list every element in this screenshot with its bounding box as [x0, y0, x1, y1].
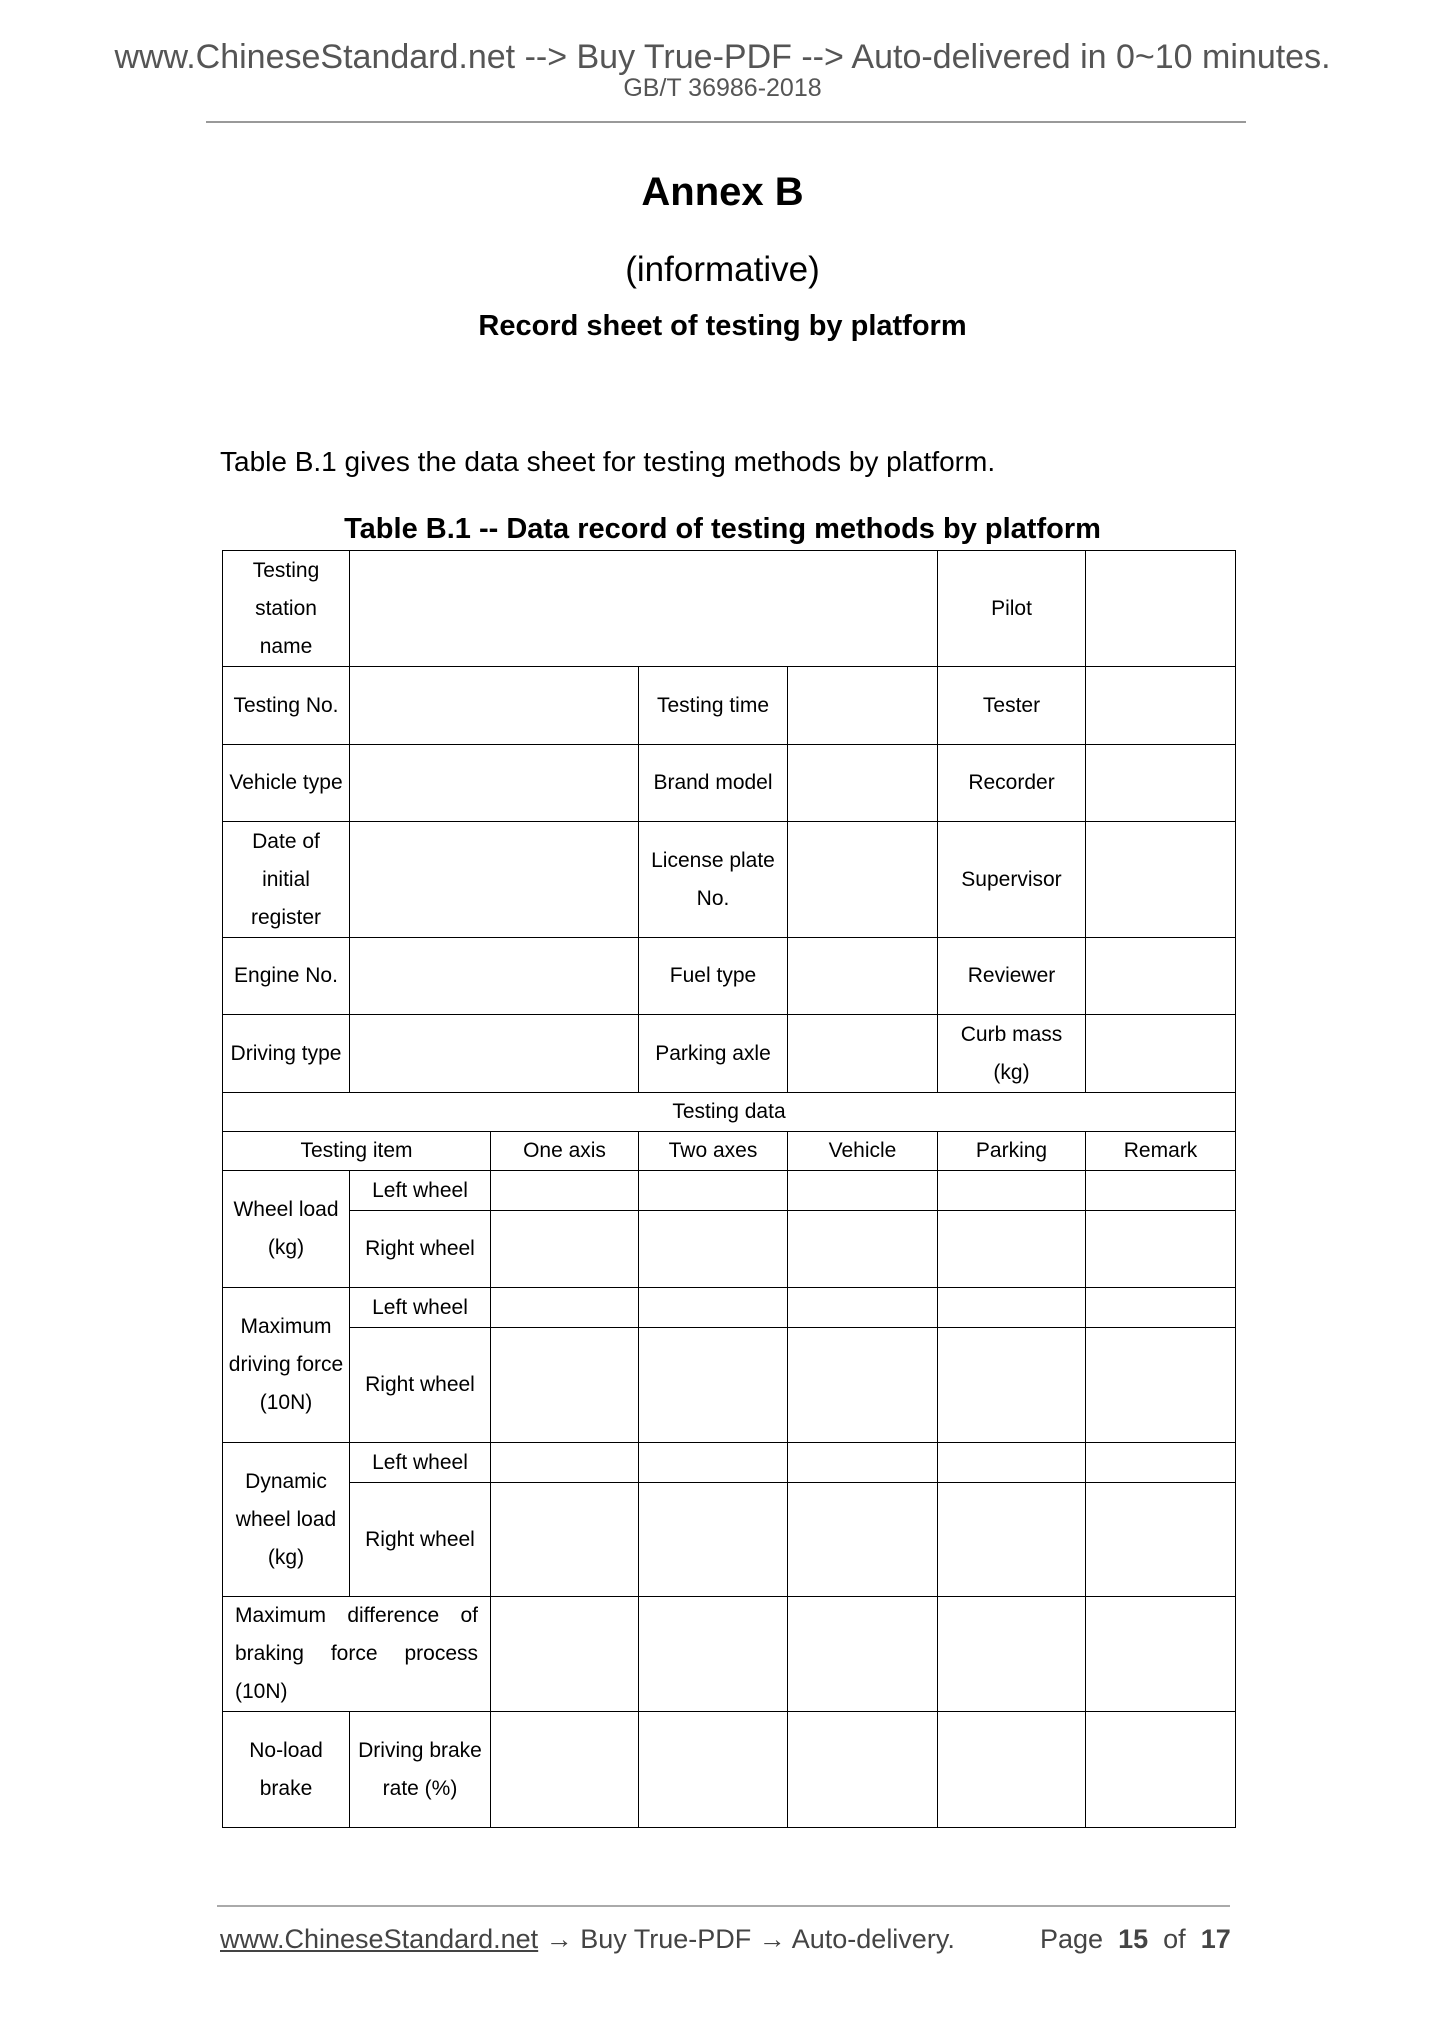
table-row [223, 938, 1236, 1015]
label-left-wheel: Left wheel [350, 1288, 491, 1328]
label-driving-brake-rate: Driving brake rate (%) [350, 1712, 491, 1828]
value-testing-time[interactable] [788, 667, 938, 745]
header-divider [206, 121, 1246, 123]
annex-subtitle: Record sheet of testing by platform [478, 310, 967, 342]
cell[interactable] [788, 1328, 938, 1443]
table-row [223, 1015, 1236, 1093]
label-no-load-brake: No-load brake [223, 1712, 350, 1828]
top-banner: www.ChineseStandard.net --> Buy True-PDF --> Auto-delivered in 0~10 minutes. [114, 38, 1331, 76]
table-row [223, 551, 1236, 667]
value-station[interactable] [350, 551, 938, 667]
label-right-wheel: Right wheel [350, 1328, 491, 1443]
column-header-row [223, 1132, 1236, 1171]
cell[interactable] [938, 1211, 1086, 1288]
cell[interactable] [788, 1712, 938, 1828]
intro-text: Table B.1 gives the data sheet for testing methods by platform. [220, 446, 996, 477]
label-tester: Tester [938, 667, 1086, 745]
cell[interactable] [938, 1171, 1086, 1211]
label-right-wheel: Right wheel [350, 1483, 491, 1597]
table-row [223, 1597, 1236, 1712]
label-supervisor: Supervisor [938, 822, 1086, 938]
page-indicator [1040, 1924, 1231, 1955]
value-curb-mass[interactable] [1086, 1015, 1236, 1093]
value-pilot[interactable] [1086, 551, 1236, 667]
cell[interactable] [491, 1288, 639, 1328]
table-row [223, 1171, 1236, 1211]
value-supervisor[interactable] [1086, 822, 1236, 938]
label-station: Testing station name [223, 551, 350, 667]
cell[interactable] [491, 1328, 639, 1443]
label-register-date: Date of initial register [223, 822, 350, 938]
cell[interactable] [491, 1171, 639, 1211]
value-reviewer[interactable] [1086, 938, 1236, 1015]
label-right-wheel: Right wheel [350, 1211, 491, 1288]
label-testing-time: Testing time [639, 667, 788, 745]
label-vehicle-type: Vehicle type [223, 745, 350, 822]
label-fuel-type: Fuel type [639, 938, 788, 1015]
cell[interactable] [788, 1483, 938, 1597]
label-pilot: Pilot [938, 551, 1086, 667]
value-fuel-type[interactable] [788, 938, 938, 1015]
value-brand-model[interactable] [788, 745, 938, 822]
label-plate: License plate No. [639, 822, 788, 938]
label-reviewer: Reviewer [938, 938, 1086, 1015]
col-testing-item: Testing item [223, 1132, 491, 1171]
value-recorder[interactable] [1086, 745, 1236, 822]
table-row [223, 667, 1236, 745]
label-wheel-load: Wheel load (kg) [223, 1171, 350, 1288]
cell[interactable] [788, 1443, 938, 1483]
value-engine-no[interactable] [350, 938, 639, 1015]
cell[interactable] [788, 1597, 938, 1712]
page-label: Page [1040, 1924, 1104, 1954]
cell[interactable] [639, 1597, 788, 1712]
value-driving-type[interactable] [350, 1015, 639, 1093]
cell[interactable] [1086, 1328, 1236, 1443]
col-remark: Remark [1086, 1132, 1236, 1171]
table-row [223, 1093, 1236, 1132]
table-row [223, 1288, 1236, 1328]
cell[interactable] [491, 1597, 639, 1712]
label-dynamic-wheel-load: Dynamic wheel load (kg) [223, 1443, 350, 1597]
cell[interactable] [938, 1288, 1086, 1328]
cell[interactable] [1086, 1483, 1236, 1597]
cell[interactable] [639, 1171, 788, 1211]
cell[interactable] [639, 1443, 788, 1483]
label-recorder: Recorder [938, 745, 1086, 822]
page-of: of [1163, 1924, 1186, 1954]
label-left-wheel: Left wheel [350, 1171, 491, 1211]
col-parking: Parking [938, 1132, 1086, 1171]
value-tester[interactable] [1086, 667, 1236, 745]
table-row [223, 1712, 1236, 1828]
table-row [223, 1211, 1236, 1288]
cell[interactable] [788, 1171, 938, 1211]
page-number: 15 [1118, 1924, 1149, 1954]
footer-divider [217, 1905, 1230, 1907]
cell[interactable] [788, 1211, 938, 1288]
footer-text: → Buy True-PDF → Auto-delivery. [538, 1924, 955, 1954]
footer-links [220, 1924, 955, 1955]
table-row [223, 1328, 1236, 1443]
label-parking-axle: Parking axle [639, 1015, 788, 1093]
cell[interactable] [639, 1483, 788, 1597]
cell[interactable] [938, 1597, 1086, 1712]
cell[interactable] [639, 1211, 788, 1288]
annex-title: Annex B [641, 170, 804, 214]
cell[interactable] [938, 1483, 1086, 1597]
cell[interactable] [639, 1328, 788, 1443]
cell[interactable] [491, 1712, 639, 1828]
annex-type: (informative) [625, 250, 820, 289]
cell[interactable] [938, 1443, 1086, 1483]
cell[interactable] [788, 1288, 938, 1328]
cell[interactable] [1086, 1712, 1236, 1828]
label-engine-no: Engine No. [223, 938, 350, 1015]
label-max-braking-difference: Maximum difference of braking force process (10N) [223, 1597, 491, 1712]
label-brand-model: Brand model [639, 745, 788, 822]
record-table [222, 550, 1236, 1828]
label-testing-no: Testing No. [223, 667, 350, 745]
cell[interactable] [938, 1712, 1086, 1828]
cell[interactable] [491, 1211, 639, 1288]
cell[interactable] [1086, 1211, 1236, 1288]
testing-data-header: Testing data [223, 1093, 1236, 1132]
footer-site-link[interactable]: www.ChineseStandard.net [220, 1924, 539, 1954]
value-vehicle-type[interactable] [350, 745, 639, 822]
cell[interactable] [1086, 1171, 1236, 1211]
cell[interactable] [1086, 1288, 1236, 1328]
label-driving-type: Driving type [223, 1015, 350, 1093]
cell[interactable] [491, 1443, 639, 1483]
table-row [223, 1483, 1236, 1597]
table-row [223, 745, 1236, 822]
col-two-axes: Two axes [639, 1132, 788, 1171]
cell[interactable] [1086, 1443, 1236, 1483]
cell[interactable] [639, 1288, 788, 1328]
value-parking-axle[interactable] [788, 1015, 938, 1093]
page-total: 17 [1200, 1924, 1231, 1954]
value-plate[interactable] [788, 822, 938, 938]
value-register-date[interactable] [350, 822, 639, 938]
label-left-wheel: Left wheel [350, 1443, 491, 1483]
table-row [223, 822, 1236, 938]
cell[interactable] [938, 1328, 1086, 1443]
table-row [223, 1443, 1236, 1483]
col-vehicle: Vehicle [788, 1132, 938, 1171]
cell[interactable] [639, 1712, 788, 1828]
value-testing-no[interactable] [350, 667, 639, 745]
col-one-axis: One axis [491, 1132, 639, 1171]
cell[interactable] [1086, 1597, 1236, 1712]
standard-code: GB/T 36986-2018 [623, 74, 822, 102]
label-max-driving-force: Maximum driving force (10N) [223, 1288, 350, 1443]
cell[interactable] [491, 1483, 639, 1597]
label-curb-mass: Curb mass (kg) [938, 1015, 1086, 1093]
table-title: Table B.1 -- Data record of testing methods by platform [344, 513, 1101, 545]
